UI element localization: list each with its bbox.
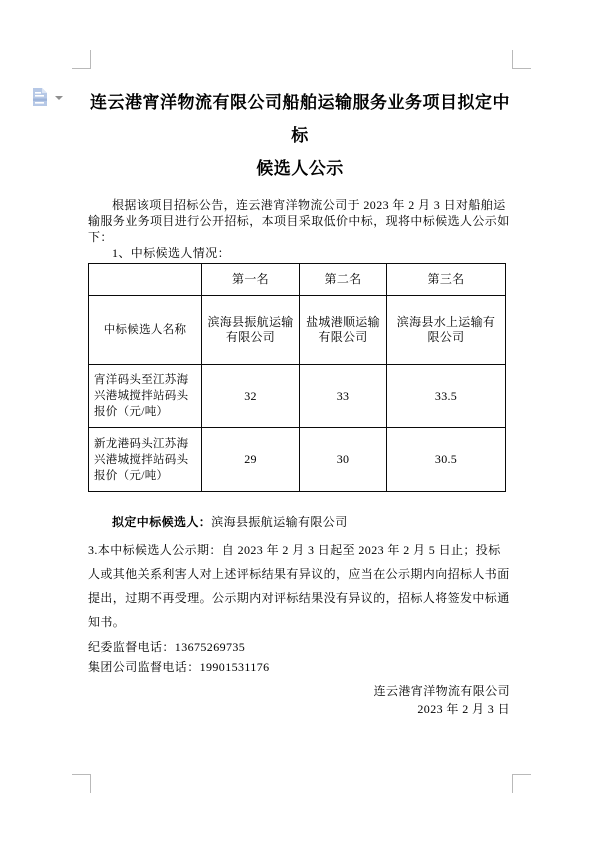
notice-period-paragraph: 3.本中标候选人公示期：自 2023 年 2 月 3 日起至 2023 年 2 月 5 日止；投标人或其他关系利害人对上述评标结果有异议的，应当在公示期内向招标人书面提出，过期不再受理。公示期内对评标结果没有异议的，招标人将签发中标通知书。 [88,543,510,629]
document-options-button[interactable] [32,88,63,106]
group-phone-line: 集团公司监督电话：19901531176 [88,660,270,674]
proposed-winner-label: 拟定中标候选人： [112,515,212,529]
section-1-label: 1、中标候选人情况： [112,246,231,260]
cell-xinlonggang-price-1: 29 [202,428,300,492]
crop-mark-top-left [72,50,91,69]
supervision-phones [88,637,512,677]
row-label-xinlonggang-price: 新龙港码头江苏海兴港城搅拌站码头报价（元/吨） [89,428,202,492]
signature-date: 2023 年 2 月 3 日 [417,702,510,716]
crop-mark-bottom-right [512,774,531,793]
header-cell-second: 第二名 [300,264,387,296]
title-line-1: 连云港宵洋物流有限公司船舶运输服务业务项目拟定中标 [90,93,510,145]
header-cell-empty [89,264,202,296]
intro-paragraph: 根据该项目招标公告，连云港宵洋物流公司于 2023 年 2 月 3 日对船舶运输服务业务项目进行公开招标，本项目采取低价中标，现将中标候选人公示如下： [88,198,510,244]
discipline-phone-line: 纪委监督电话：13675269735 [88,640,246,654]
crop-mark-bottom-left [72,774,91,793]
cell-xiaoyang-price-3: 33.5 [387,365,506,428]
proposed-winner-value: 滨海县振航运输有限公司 [211,515,348,529]
candidates-table [88,263,506,492]
signature-company: 连云港宵洋物流有限公司 [373,684,510,698]
header-cell-first: 第一名 [202,264,300,296]
cell-first-company: 滨海县振航运输有限公司 [202,296,300,365]
table-row-price-xinlonggang [89,428,506,492]
cell-xinlonggang-price-2: 30 [300,428,387,492]
crop-mark-top-right [512,50,531,69]
document-content [88,86,512,718]
document-title [88,86,512,185]
cell-second-company: 盐城港顺运输有限公司 [300,296,387,365]
cell-xinlonggang-price-3: 30.5 [387,428,506,492]
row-label-xiaoyang-price: 宵洋码头至江苏海兴港城搅拌站码头报价（元/吨） [89,365,202,428]
cell-xiaoyang-price-1: 32 [202,365,300,428]
table-row-names [89,296,506,365]
table-row-price-xiaoyang [89,365,506,428]
proposed-winner-line [88,514,512,530]
table-header-row [89,264,506,296]
cell-xiaoyang-price-2: 33 [300,365,387,428]
header-cell-third: 第三名 [387,264,506,296]
title-line-2: 候选人公示 [256,159,344,178]
signature-block [88,682,512,718]
document-options-icon [32,88,48,106]
cell-third-company: 滨海县水上运输有限公司 [387,296,506,365]
row-label-candidate-names: 中标候选人名称 [89,296,202,365]
chevron-down-icon [55,96,63,100]
